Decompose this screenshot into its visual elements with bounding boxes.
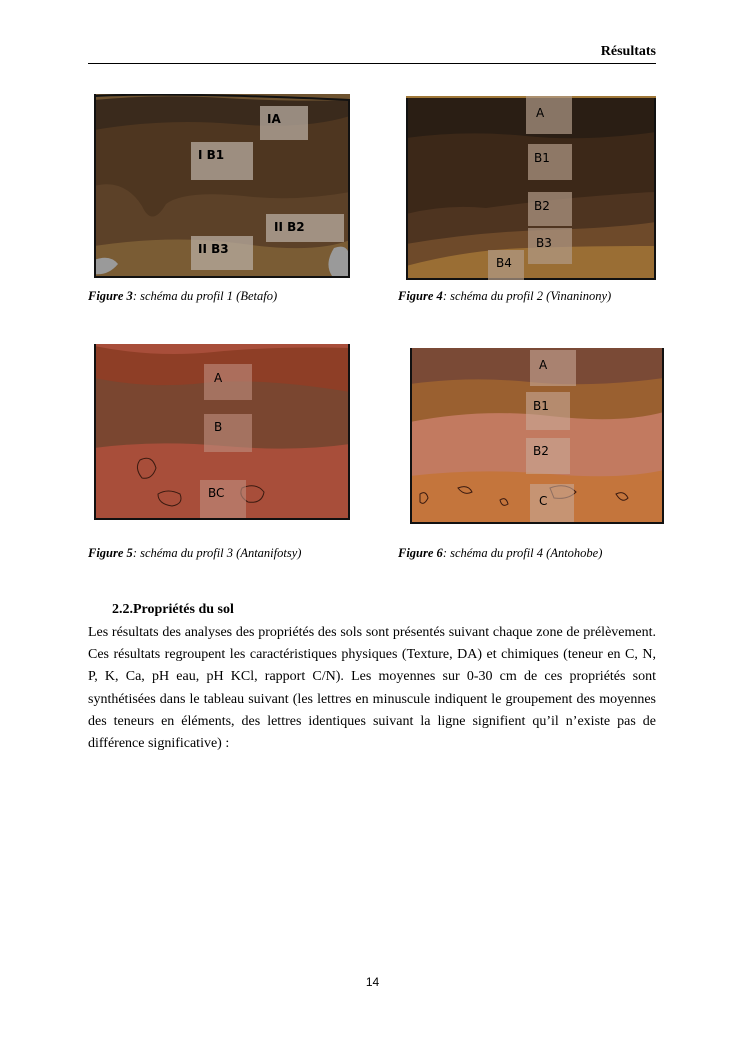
horizon-label: B [214,420,223,434]
figure-caption-text: : schéma du profil 4 (Antohobe) [442,546,603,560]
figure-6-caption [398,546,602,561]
horizon-label: I B1 [198,148,225,162]
horizon-label: A [214,371,223,385]
figure-caption-text: : schéma du profil 2 (Vinaninony) [442,289,612,303]
horizon-label: IA [267,112,281,126]
horizon-label: II B3 [198,242,229,256]
figure-5-profile-diagram [94,344,350,520]
body-paragraph: Les résultats des analyses des propriétés des sols sont présentés suivant chaque zone de prélèvement. Ces résultats regroupent les caractéristiques physiques (Texture, DA) et chimiques (teneur en C, N, P, K, Ca, pH eau, pH KCl, rapport C/N). Les moyennes sur 0-30 cm de ces propriétés sont synthétisées dans le tableau suivant (les lettres en minuscule indiquent le groupement des moyennes des teneurs en éléments, des lettres identiques suivant la ligne signifient qu’il n’existe pas de différence significative) : [88,625,656,752]
figure-4-caption [398,289,611,304]
horizon-label: B2 [534,199,550,213]
horizon-label: B2 [533,444,549,458]
horizon-label: B3 [536,236,552,250]
horizon-label: A [536,106,545,120]
header-rule [88,63,656,64]
horizon-label: B1 [534,151,550,165]
horizon-label: B4 [496,256,512,270]
figure-3-caption [88,289,277,304]
figure-number: Figure 6 [398,546,443,560]
page-number: 14 [365,975,380,989]
horizon-label: BC [208,486,225,500]
figure-number: Figure 5 [88,546,133,560]
figure-4-profile-diagram [406,96,656,280]
figure-3-profile-diagram [94,94,350,278]
figure-5-caption [88,546,301,561]
horizon-label: A [539,358,548,372]
horizon-label: B1 [533,399,549,413]
running-header: Résultats [600,44,656,59]
figure-number: Figure 4 [398,289,443,303]
horizon-label: C [539,494,548,508]
figure-number: Figure 3 [88,289,133,303]
horizon-label: II B2 [274,220,305,234]
figure-caption-text: : schéma du profil 1 (Betafo) [132,289,278,303]
figure-6-profile-diagram [410,348,664,524]
section-title: 2.2.Propriétés du sol [112,602,234,617]
figure-caption-text: : schéma du profil 3 (Antanifotsy) [132,546,302,560]
